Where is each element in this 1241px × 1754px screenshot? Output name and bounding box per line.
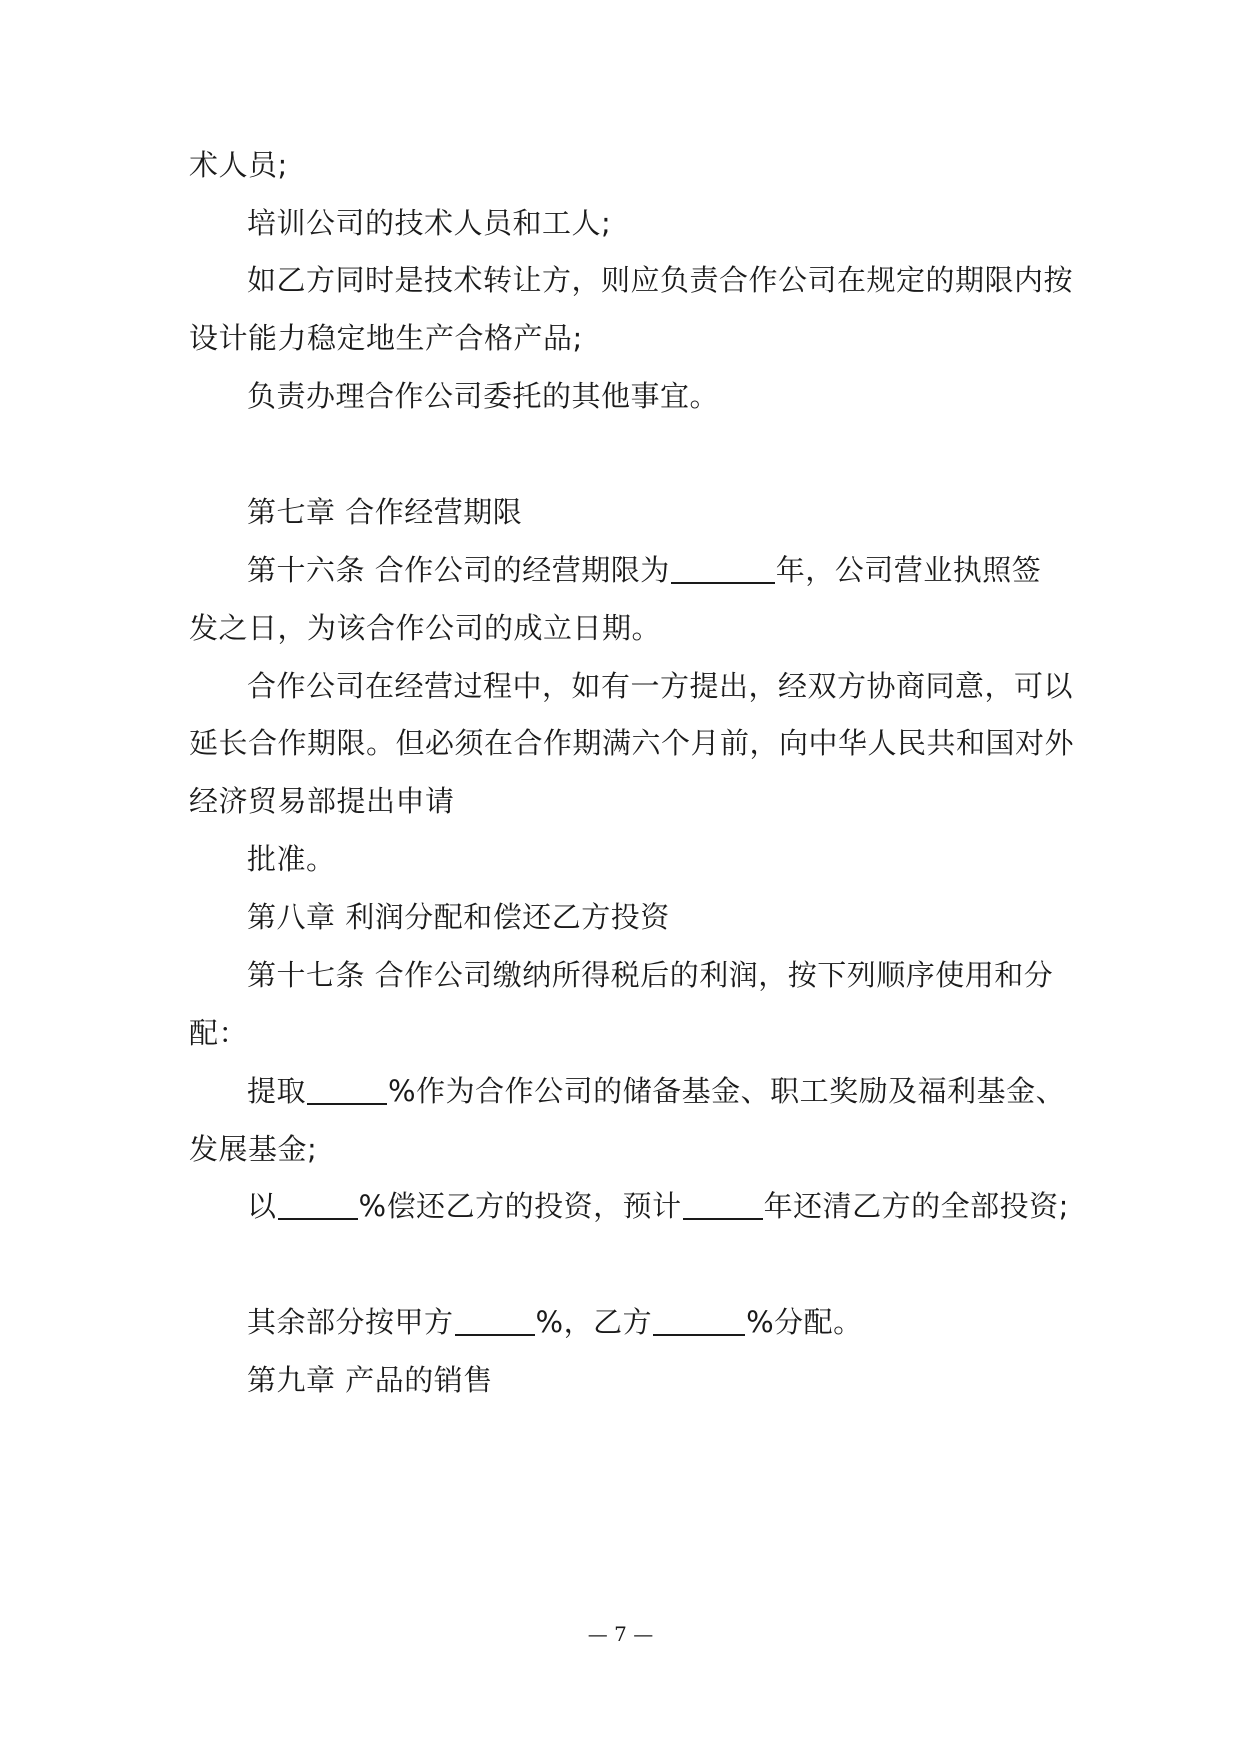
fill-in-blank	[653, 1306, 745, 1336]
paragraph-line	[247, 203, 611, 243]
fill-in-blank	[671, 554, 775, 584]
paragraph-line	[189, 723, 1074, 763]
line-text: 批准。	[247, 842, 336, 876]
line-text: 设计能力稳定地生产合格产品;	[189, 321, 583, 355]
line-text: 其余部分按甲方	[247, 1305, 454, 1339]
line-text: 延长合作期限。但必须在合作期满六个月前，向中华人民共和国对外	[189, 726, 1075, 760]
paragraph-line	[247, 666, 1073, 706]
fill-in-blank	[683, 1190, 763, 1220]
line-text: %分配。	[746, 1305, 863, 1339]
heading-text: 第九章 产品的销售	[247, 1363, 493, 1397]
line-text: 发之日，为该合作公司的成立日期。	[189, 611, 662, 645]
fill-in-blank	[307, 1075, 387, 1105]
paragraph-line	[247, 1071, 1065, 1111]
chapter-heading	[247, 492, 522, 532]
page-number: — 7 —	[587, 1622, 654, 1646]
paragraph-line	[247, 260, 1073, 300]
line-text: 年，公司营业执照签	[775, 553, 1042, 587]
line-text: 负责办理合作公司委托的其他事宜。	[247, 379, 720, 413]
paragraph-line	[189, 1013, 248, 1053]
line-text: 经济贸易部提出申请	[189, 784, 455, 818]
fill-in-blank	[455, 1306, 535, 1336]
paragraph-line	[189, 318, 583, 358]
line-text: 合作公司在经营过程中，如有一方提出，经双方协商同意，可以	[247, 669, 1074, 703]
heading-text: 第七章 合作经营期限	[247, 495, 523, 529]
line-text: 发展基金;	[189, 1132, 318, 1166]
line-text: 如乙方同时是技术转让方，则应负责合作公司在规定的期限内按	[247, 263, 1074, 297]
line-text: 第十六条 合作公司的经营期限为	[247, 553, 670, 587]
paragraph-line	[247, 1302, 863, 1342]
line-text: 以	[247, 1189, 277, 1223]
line-text: 年还清乙方的全部投资;	[763, 1189, 1069, 1223]
line-text: 第十七条 合作公司缴纳所得税后的利润，按下列顺序使用和分	[247, 958, 1054, 992]
paragraph-line	[247, 376, 719, 416]
line-text: 配：	[189, 1016, 249, 1050]
paragraph-line	[189, 145, 288, 185]
paragraph-line	[189, 781, 455, 821]
chapter-heading	[247, 1360, 493, 1400]
article-line	[247, 550, 1041, 590]
line-text: 提取	[247, 1074, 307, 1108]
fill-in-blank	[278, 1190, 358, 1220]
article-line	[247, 955, 1053, 995]
line-text: 培训公司的技术人员和工人;	[247, 206, 612, 240]
line-text: %偿还乙方的投资，预计	[358, 1189, 682, 1223]
line-text: 术人员;	[189, 148, 288, 182]
line-text: %，乙方	[535, 1305, 653, 1339]
paragraph-line	[189, 608, 661, 648]
chapter-heading	[247, 897, 670, 937]
paragraph-line	[247, 839, 336, 879]
paragraph-line	[189, 1129, 317, 1169]
line-text: %作为合作公司的储备基金、职工奖励及福利基金、	[388, 1074, 1066, 1108]
paragraph-line	[247, 1186, 1069, 1226]
heading-text: 第八章 利润分配和偿还乙方投资	[247, 900, 670, 934]
